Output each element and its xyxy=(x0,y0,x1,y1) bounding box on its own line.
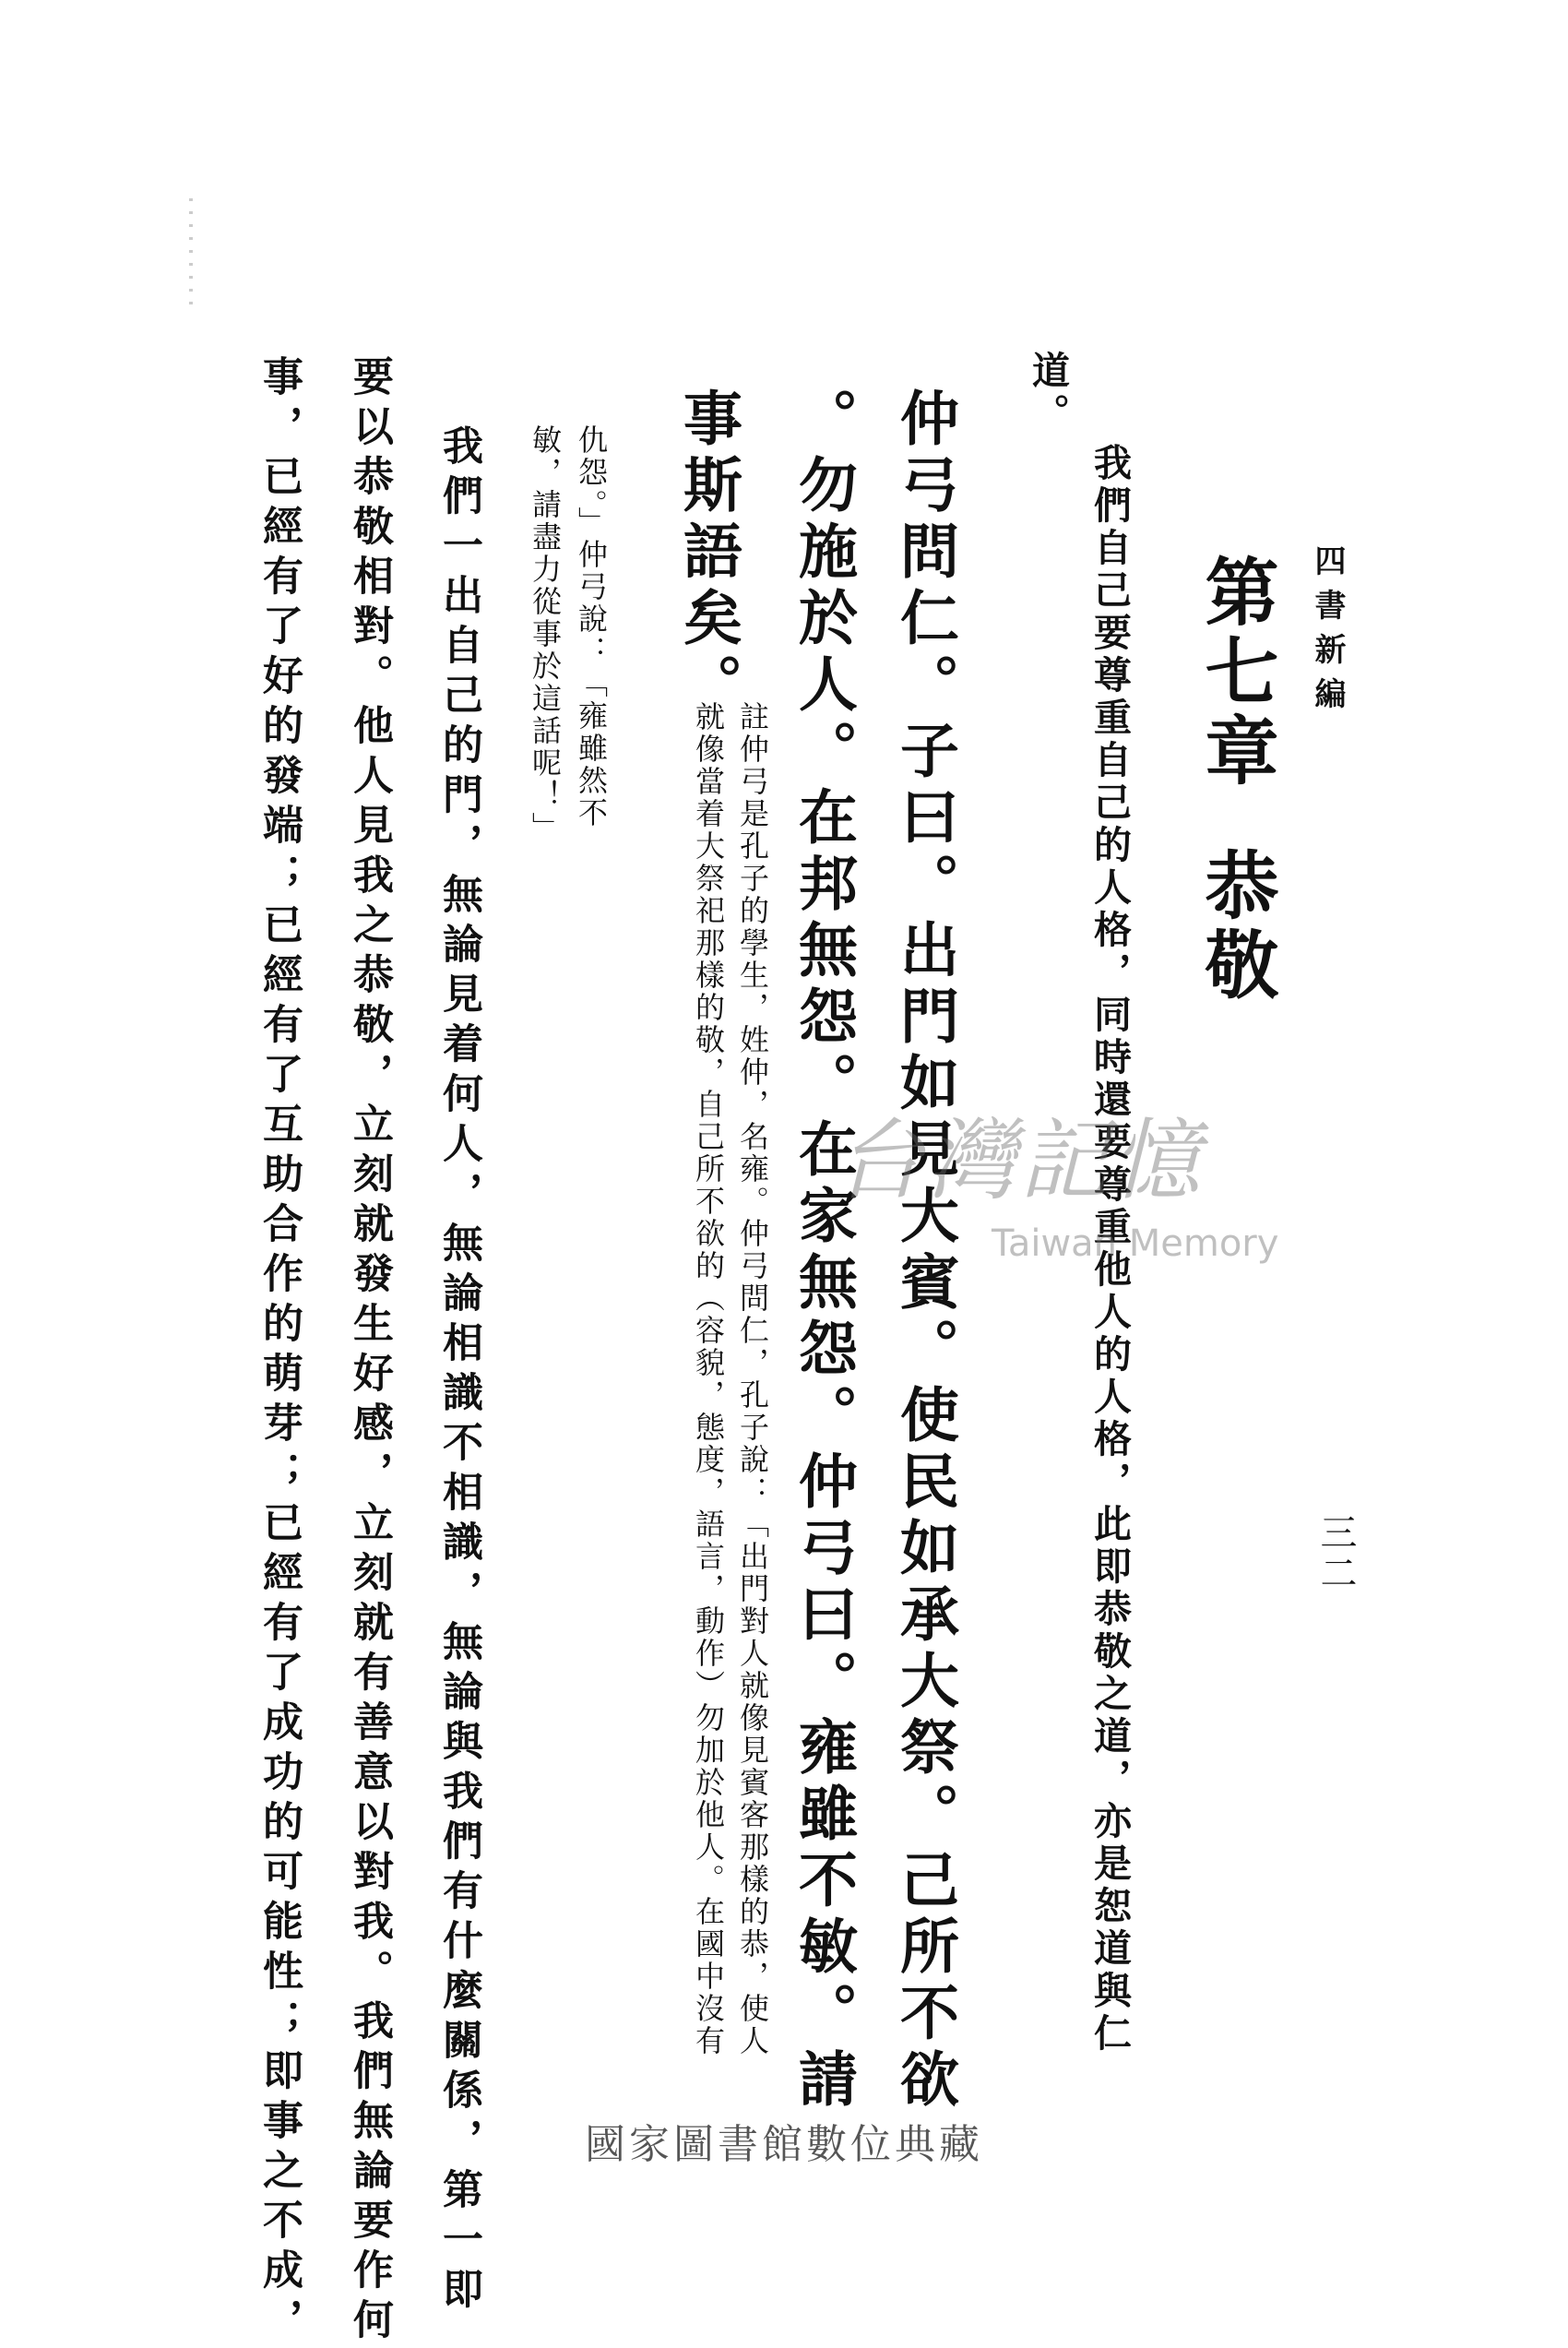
body-column-3: 事，已經有了好的發端；已經有了互助合作的萌芽；已經有了成功的可能性；即事之不成， xyxy=(255,355,303,2348)
classic-column-1: 仲弓問仁。子曰。出門如見大賓。使民如承大祭。己所不欲 xyxy=(890,387,959,2115)
body-column-2: 要以恭敬相對。他人見我之恭敬，立刻就發生好感，立刻就有善意以對我。我們無論要作何 xyxy=(346,355,393,2348)
page-number: 三二 xyxy=(1314,1513,1357,1594)
body-column-1: 我們一出自己的門，無論見着何人，無論相識不相識，無論與我們有什麼關係，第一即 xyxy=(435,424,482,2318)
intro-column-1: 我們自己要尊重自己的人格，同時還要尊重他人的人格，此即恭敬之道，亦是恕道與仁 xyxy=(1087,443,1132,2056)
annotation-column-3: 仇怨。」仲弓說：「雍雖然不 xyxy=(574,424,609,829)
footer-label: 國家圖書館數位典藏 xyxy=(585,2121,983,2168)
chapter-title xyxy=(1193,554,1279,1006)
classic-column-2: 。勿施於人。在邦無怨。在家無怨。仲弓曰。雍雖不敏。請 xyxy=(789,387,858,2115)
annotation-column-4: 敏，請盡力從事於這話呢！」 xyxy=(528,424,563,844)
classic-column-3: 事斯語矣。 xyxy=(673,387,742,720)
running-title: 四書新編 xyxy=(1309,544,1346,721)
annotation-column-2: 就像當着大祭祀那樣的敬，自己所不欲的（容貌，態度，語言，動作）勿加於他人。在國中沒有 xyxy=(691,701,726,2057)
watermark-chinese: 台灣記憶 xyxy=(835,1109,1204,1212)
chapter-number: 第七章 xyxy=(1193,554,1279,792)
chapter-name: 恭敬 xyxy=(1193,847,1279,1006)
page-edge-marks xyxy=(189,198,193,309)
watermark-english: Taiwan Memory xyxy=(992,1222,1279,1265)
intro-column-2: 道。 xyxy=(1026,351,1070,435)
taiwan-memory-watermark xyxy=(835,1109,1279,1273)
annotation-column-1: 註仲弓是孔子的學生，姓仲，名雍。仲弓問仁，孔子說：「出門對人就像見賓客那樣的恭，使人 xyxy=(735,701,770,2057)
